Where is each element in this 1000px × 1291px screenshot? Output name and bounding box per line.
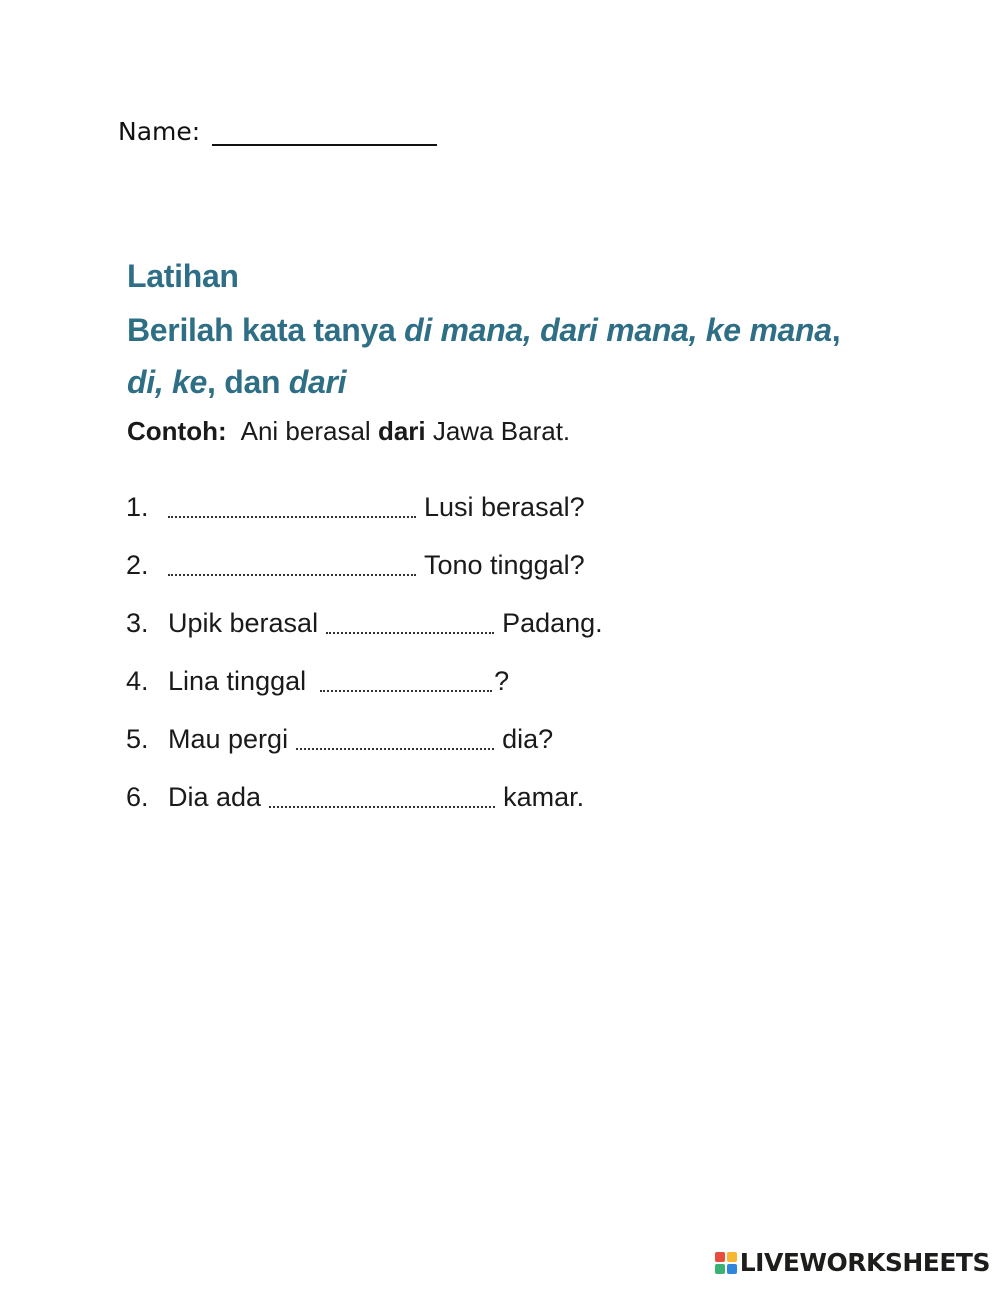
heading-mid: , dan xyxy=(207,364,289,400)
name-input-line[interactable] xyxy=(212,116,437,146)
item-after: Lusi berasal? xyxy=(424,492,585,522)
item-after: ? xyxy=(494,666,510,696)
heading-keywords-2: di, ke xyxy=(127,364,208,400)
item-number: 4. xyxy=(126,666,149,696)
example-line xyxy=(127,416,570,447)
liveworksheets-logo xyxy=(715,1248,990,1277)
answer-blank-3[interactable] xyxy=(326,614,494,634)
example-before: Ani berasal xyxy=(240,416,378,446)
item-number: 3. xyxy=(126,608,149,638)
exercise-item-2 xyxy=(126,550,585,581)
exercise-item-3 xyxy=(126,608,603,639)
item-number: 1. xyxy=(126,492,149,522)
example-bold: dari xyxy=(377,416,426,446)
heading-keywords: di mana, dari mana, ke mana xyxy=(404,312,832,348)
liveworksheets-logo-icon xyxy=(715,1252,737,1274)
item-before: Lina tinggal xyxy=(168,666,307,696)
item-after: Tono tinggal? xyxy=(424,550,585,580)
item-after: kamar. xyxy=(503,782,585,812)
item-before: Mau pergi xyxy=(168,724,289,754)
heading-instruction-line2 xyxy=(127,364,346,401)
exercise-item-1 xyxy=(126,492,585,523)
item-after: dia? xyxy=(502,724,554,754)
item-before: Dia ada xyxy=(168,782,262,812)
name-row xyxy=(118,116,437,146)
answer-blank-2[interactable] xyxy=(168,556,416,576)
answer-blank-6[interactable] xyxy=(269,788,495,808)
heading-keywords-3: dari xyxy=(288,364,347,400)
item-number: 2. xyxy=(126,550,149,580)
heading-title: Latihan xyxy=(127,258,239,294)
example-after: Jawa Barat. xyxy=(425,416,571,446)
exercise-item-4 xyxy=(126,666,509,697)
heading-prefix: Berilah kata tanya xyxy=(127,312,405,348)
heading-comma: , xyxy=(831,312,841,348)
item-number: 5. xyxy=(126,724,149,754)
exercise-item-6 xyxy=(126,782,584,813)
answer-blank-4[interactable] xyxy=(320,672,492,692)
example-label: Contoh: xyxy=(127,416,227,446)
item-before: Upik berasal xyxy=(168,608,319,638)
heading-instruction-line1 xyxy=(127,312,840,349)
name-label: Name: xyxy=(118,117,201,146)
logo-text: LIVEWORKSHEETS xyxy=(739,1248,990,1277)
answer-blank-5[interactable] xyxy=(296,730,494,750)
answer-blank-1[interactable] xyxy=(168,498,416,518)
exercise-item-5 xyxy=(126,724,553,755)
item-number: 6. xyxy=(126,782,149,812)
item-after: Padang. xyxy=(502,608,603,638)
